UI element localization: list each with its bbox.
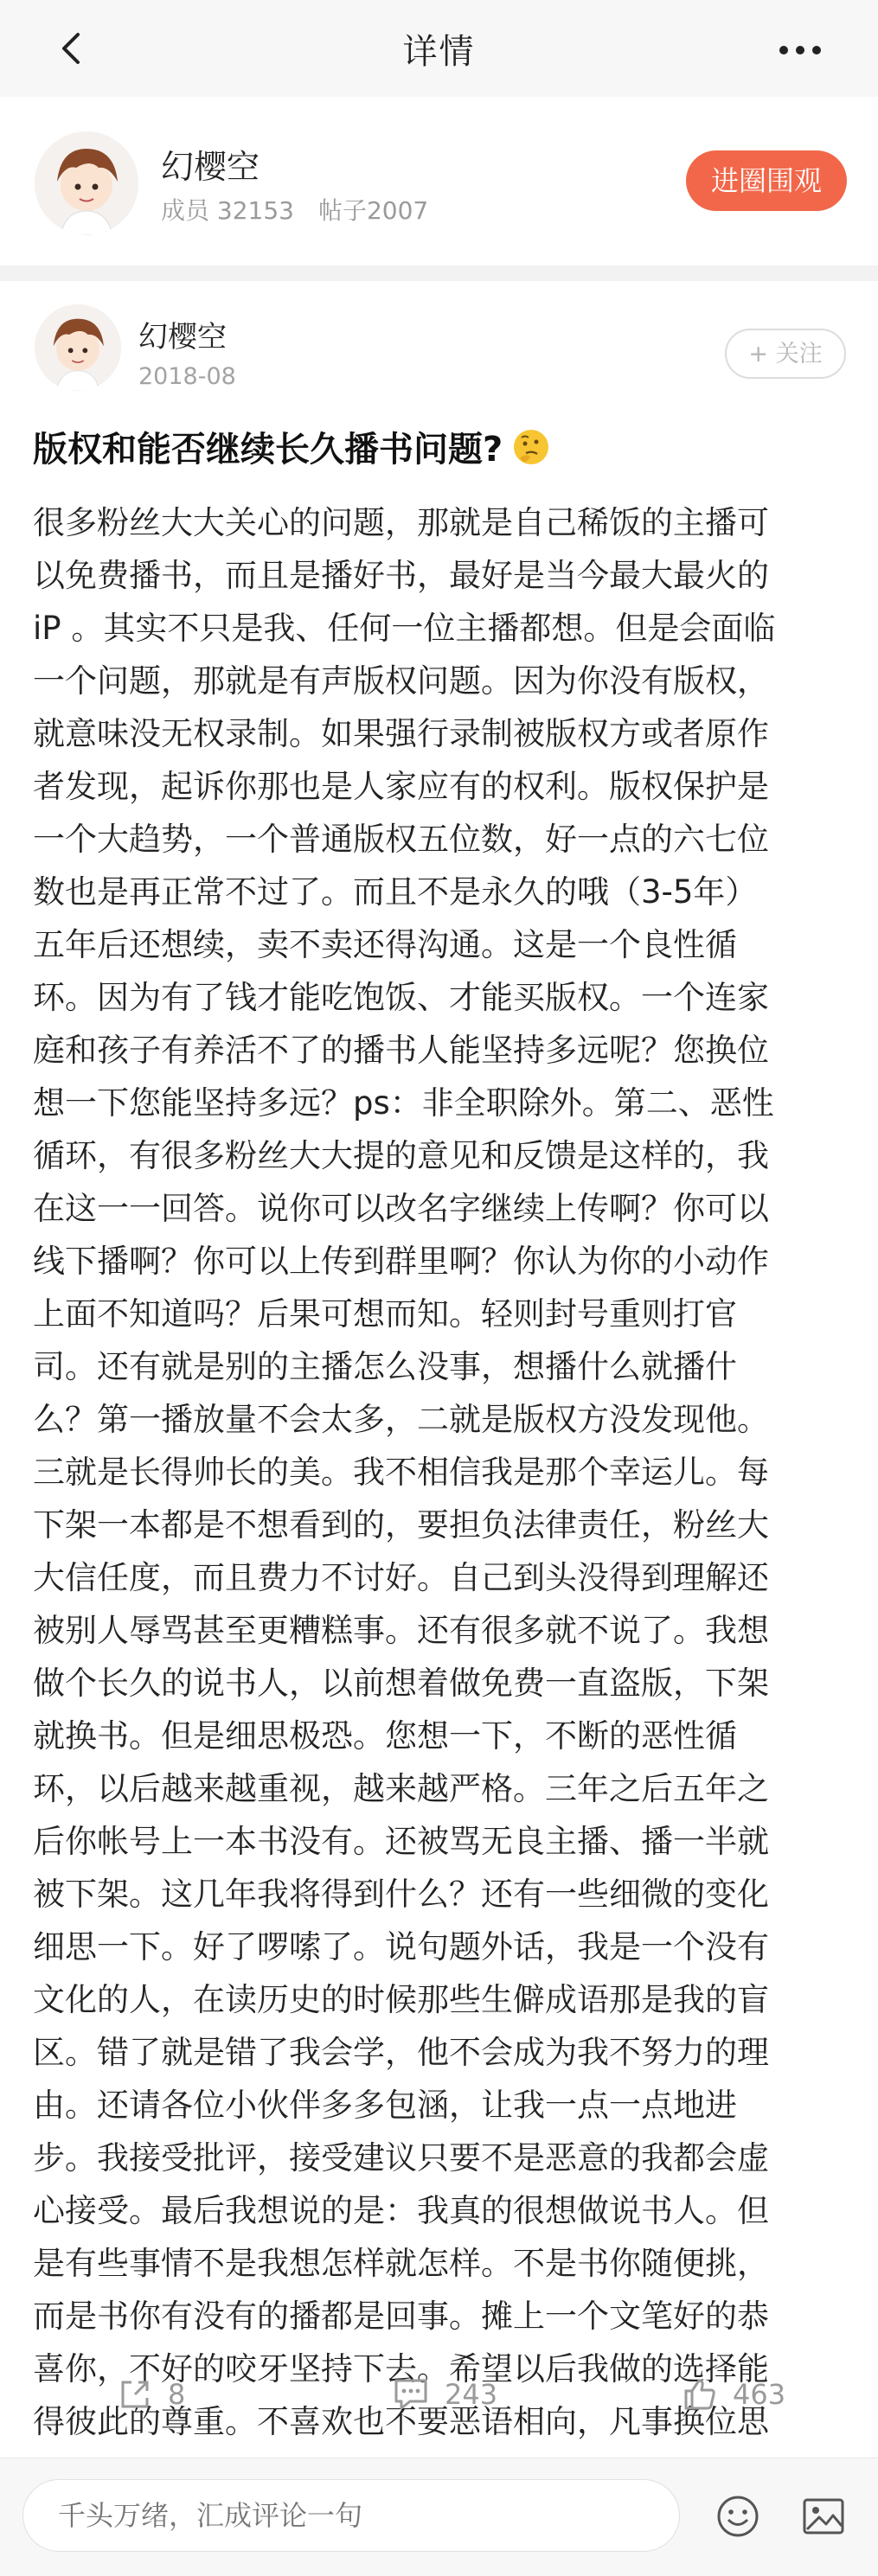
post-body-line <box>33 1024 846 1077</box>
post-body-line <box>33 971 846 1024</box>
post-body-line <box>33 1393 846 1446</box>
post-body-line-text: 得彼此的尊重。不喜欢也不要恶语相向，凡事换位思 <box>33 2403 769 2440</box>
post-body <box>33 496 846 2554</box>
post-title-text: 版权和能否继续长久播书问题? <box>33 430 503 470</box>
post-body-line <box>33 1235 846 1288</box>
post-body-line-text: 就换书。但是细思极恐。您想一下，不断的恶性循 <box>33 1717 737 1755</box>
post-body-line-text: 被下架。这几年我将得到什么？还有一些细微的变化 <box>33 1876 769 1913</box>
comment-count: 243 <box>445 2378 498 2411</box>
post-body-line-text: 大信任度，而且费力不讨好。自己到头没得到理解还 <box>33 1559 769 1596</box>
post-body-line <box>33 655 846 707</box>
post-body-line <box>33 1604 846 1657</box>
post-body-line <box>33 2237 846 2290</box>
like-button[interactable] <box>681 2372 785 2417</box>
post-date: 2018-08 <box>138 363 236 390</box>
post-body-line <box>33 1446 846 1499</box>
post-body-line-text: 数也是再正常不过了。而且不是永久的哦（3-5年） <box>33 873 758 911</box>
circle-avatar[interactable] <box>35 131 138 235</box>
page-title: 详情 <box>402 32 476 72</box>
comment-button[interactable] <box>391 2372 497 2417</box>
post-body-line-text: 线下播啊？你可以上传到群里啊？你认为你的小动作 <box>33 1243 769 1280</box>
post-body-line <box>33 1973 846 2026</box>
post-body-line <box>33 2132 846 2184</box>
post-body-line-text: 由。还请各位小伙伴多多包涵，让我一点一点地进 <box>33 2087 737 2124</box>
section-divider <box>0 265 878 281</box>
post-body-line-text: 步。我接受批评，接受建议只要不是恶意的我都会虚 <box>33 2139 769 2176</box>
like-count: 463 <box>733 2378 786 2411</box>
post-body-line <box>33 2184 846 2237</box>
post-body-line-text: 循环，有很多粉丝大大提的意见和反馈是这样的，我 <box>33 1137 769 1174</box>
post-body-line <box>33 813 846 866</box>
post-body-line <box>33 866 846 918</box>
more-dots-icon[interactable] <box>770 33 830 67</box>
post-body-line-text: 下架一本都是不想看到的，要担负法律责任，粉丝大 <box>33 1506 769 1544</box>
post-body-line-text: 司。还有就是别的主播怎么没事，想播什么就播什 <box>33 1348 737 1385</box>
thumbs-up-icon <box>681 2375 719 2413</box>
top-nav-bar <box>0 0 878 98</box>
post-body-line-text: 心接受。最后我想说的是：我真的很想做说书人。但 <box>33 2192 769 2229</box>
thinking-face-icon <box>511 427 551 476</box>
post-body-line-text: 庭和孩子有养活不了的播书人能坚持多远呢？您换位 <box>33 1032 769 1069</box>
post-body-line <box>33 1868 846 1921</box>
circle-name: 幻樱空 <box>161 148 260 186</box>
post-body-line-text: 是有些事情不是我想怎样就怎样。不是书你随便挑， <box>33 2245 769 2282</box>
post-body-line-text: 后你帐号上一本书没有。还被骂无良主播、播一半就 <box>33 1823 769 1860</box>
post-body-line <box>33 1710 846 1762</box>
post-body-line-text: 就意味没无权录制。如果强行录制被版权方或者原作 <box>33 715 769 752</box>
author-avatar[interactable] <box>35 304 121 391</box>
post-title <box>33 422 551 476</box>
post-body-line-text: 环。因为有了钱才能吃饱饭、才能买版权。一个连家 <box>33 979 769 1016</box>
post-body-line <box>33 2079 846 2132</box>
post-actions <box>0 2365 878 2426</box>
circle-stats <box>161 192 452 227</box>
post-body-line-text: 想一下您能坚持多远？ps：非全职除外。第二、恶性 <box>33 1084 774 1122</box>
post-body-line-text: 五年后还想续，卖不卖还得沟通。这是一个良性循 <box>33 926 737 963</box>
post-body-line-text: 被别人辱骂甚至更糟糕事。还有很多就不说了。我想 <box>33 1612 769 1649</box>
member-count: 成员 32153 <box>161 196 294 225</box>
share-icon <box>116 2375 154 2413</box>
join-circle-button[interactable]: 进圈围观 <box>686 150 847 211</box>
post-body-line <box>33 1340 846 1393</box>
post-body-line <box>33 1182 846 1235</box>
post-body-line <box>33 602 846 655</box>
share-count: 8 <box>168 2378 186 2411</box>
post-body-line-text: 一个大趋势，一个普通版权五位数，好一点的六七位 <box>33 821 769 858</box>
post-body-line <box>33 1129 846 1182</box>
post-body-line-text: iP 。其实不只是我、任何一位主播都想。但是会面临 <box>33 610 776 647</box>
post-body-line <box>33 549 846 602</box>
post-body-line-text: 而是书你有没有的播都是回事。摊上一个文笔好的恭 <box>33 2298 769 2335</box>
post-body-line-text: 么？第一播放量不会太多，二就是版权方没发现他。 <box>33 1401 769 1438</box>
post-body-line-text: 环，以后越来越重视，越来越严格。三年之后五年之 <box>33 1770 769 1807</box>
post-body-line <box>33 918 846 971</box>
post-body-line <box>33 496 846 549</box>
comment-bar <box>0 2458 878 2576</box>
post-body-line-text: 在这一一回答。说你可以改名字继续上传啊？你可以 <box>33 1190 769 1227</box>
post-body-line <box>33 2290 846 2343</box>
post-body-line <box>33 1499 846 1551</box>
post-body-line-text: 三就是长得帅长的美。我不相信我是那个幸运儿。每 <box>33 1454 769 1491</box>
post-body-line-text: 做个长久的说书人，以前想着做免费一直盗版，下架 <box>33 1665 769 1702</box>
post-body-line <box>33 1077 846 1129</box>
post-body-line-text: 者发现，起诉你那也是人家应有的权利。版权保护是 <box>33 768 769 805</box>
post-body-line <box>33 2026 846 2079</box>
post-body-line-text: 很多粉丝大大关心的问题，那就是自己稀饭的主播可 <box>33 504 769 541</box>
post-count: 帖子2007 <box>317 196 429 225</box>
post-body-line <box>33 1657 846 1710</box>
emoji-face-icon[interactable] <box>715 2493 761 2540</box>
post-body-line <box>33 1551 846 1604</box>
post-body-line-text: 区。错了就是错了我会学，他不会成为我不努力的理 <box>33 2034 769 2071</box>
circle-info-card <box>0 97 878 265</box>
post-body-line <box>33 1815 846 1868</box>
post-body-line-text: 以免费播书，而且是播好书，最好是当今最大最火的 <box>33 557 769 594</box>
post-body-line <box>33 707 846 760</box>
comment-input[interactable] <box>22 2479 680 2552</box>
post-body-line <box>33 760 846 813</box>
author-name[interactable]: 幻樱空 <box>138 320 227 355</box>
post-body-line-text: 一个问题，那就是有声版权问题。因为你没有版权， <box>33 662 769 700</box>
image-picture-icon[interactable] <box>800 2493 847 2540</box>
post-body-line-text: 文化的人，在读历史的时候那些生僻成语那是我的盲 <box>33 1981 769 2018</box>
post-body-line <box>33 1921 846 1973</box>
comment-icon <box>391 2375 431 2413</box>
post-body-line-text: 细思一下。好了啰嗦了。说句题外话，我是一个没有 <box>33 1928 769 1966</box>
share-button[interactable] <box>116 2372 185 2417</box>
post-body-line <box>33 1288 846 1340</box>
post-body-line-text: 喜你，不好的咬牙坚持下去。希望以后我做的选择能 <box>33 2350 769 2387</box>
post-body-line-text: 上面不知道吗？后果可想而知。轻则封号重则打官 <box>33 1295 737 1333</box>
follow-button[interactable]: + 关注 <box>725 329 846 379</box>
post-body-line <box>33 1762 846 1815</box>
